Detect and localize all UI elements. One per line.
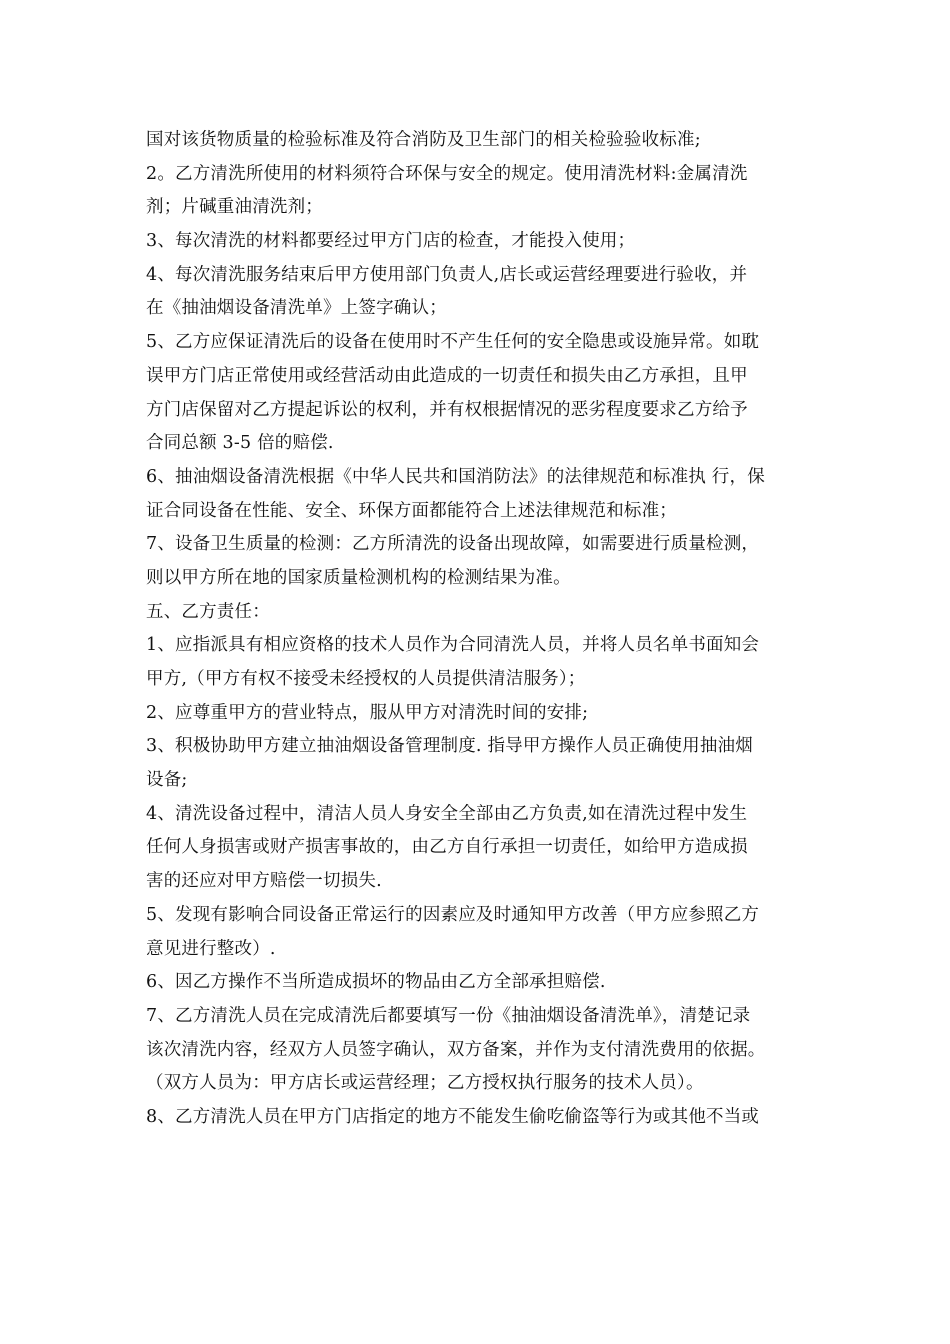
text-line: 4、每次清洗服务结束后甲方使用部门负责人,店长或运营经理要进行验收，并 bbox=[146, 264, 748, 285]
text-line: 3、每次清洗的材料都要经过甲方门店的检查，才能投入使用； bbox=[146, 231, 636, 252]
text-line: 6、因乙方操作不当所造成损坏的物品由乙方全部承担赔偿. bbox=[146, 972, 606, 993]
text-line: 意见进行整改）. bbox=[146, 938, 276, 959]
document-body bbox=[146, 124, 816, 1135]
text-line: 害的还应对甲方赔偿一切损失. bbox=[146, 871, 382, 892]
text-line: 8、乙方清洗人员在甲方门店指定的地方不能发生偷吃偷盗等行为或其他不当或 bbox=[146, 1106, 760, 1127]
text-line: 2、应尊重甲方的营业特点，服从甲方对清洗时间的安排; bbox=[146, 702, 589, 723]
text-line: 1、应指派具有相应资格的技术人员作为合同清洗人员，并将人员名单书面知会 bbox=[146, 635, 760, 656]
text-line: 6、抽油烟设备清洗根据《中华人民共和国消防法》的法律规范和标准执 行，保 bbox=[146, 466, 765, 487]
text-line: 2。乙方清洗所使用的材料须符合环保与安全的规定。使用清洗材料:金属清洗 bbox=[146, 163, 748, 184]
text-line: 7、乙方清洗人员在完成清洗后都要填写一份《抽油烟设备清洗单》，清楚记录 bbox=[146, 1005, 751, 1026]
text-line: 设备; bbox=[146, 770, 188, 791]
text-line: （双方人员为：甲方店长或运营经理；乙方授权执行服务的技术人员）。 bbox=[146, 1073, 704, 1094]
text-line: 5、乙方应保证清洗后的设备在使用时不产生任何的安全隐患或设施异常。如耽 bbox=[146, 332, 760, 353]
section-heading: 五、乙方责任： bbox=[146, 601, 270, 622]
text-line: 证合同设备在性能、安全、环保方面都能符合上述法律规范和标准； bbox=[146, 500, 677, 521]
text-line: 甲方,（甲方有权不接受未经授权的人员提供清洁服务）； bbox=[146, 669, 586, 689]
text-line: 4、清洗设备过程中，清洁人员人身安全全部由乙方负责,如在清洗过程中发生 bbox=[146, 803, 748, 824]
text-line: 剂；片碱重油清洗剂； bbox=[146, 197, 323, 218]
text-line: 则以甲方所在地的国家质量检测机构的检测结果为准。 bbox=[146, 567, 571, 588]
text-line: 7、设备卫生质量的检测：乙方所清洗的设备出现故障，如需要进行质量检测， bbox=[146, 534, 760, 555]
text-line: 5、发现有影响合同设备正常运行的因素应及时通知甲方改善（甲方应参照乙方 bbox=[146, 904, 760, 925]
text-line: 合同总额 3-5 倍的赔偿. bbox=[146, 433, 334, 454]
text-line: 国对该货物质量的检验标准及符合消防及卫生部门的相关检验验收标准; bbox=[146, 130, 701, 150]
text-line: 任何人身损害或财产损害事故的，由乙方自行承担一切责任，如给甲方造成损 bbox=[146, 837, 748, 858]
text-line: 误甲方门店正常使用或经营活动由此造成的一切责任和损失由乙方承担，且甲 bbox=[146, 365, 748, 386]
text-line: 方门店保留对乙方提起诉讼的权利，并有权根据情况的恶劣程度要求乙方给予 bbox=[146, 399, 748, 420]
text-line: 该次清洗内容，经双方人员签字确认，双方备案，并作为支付清洗费用的依据。 bbox=[146, 1039, 766, 1060]
text-line: 3、积极协助甲方建立抽油烟设备管理制度. 指导甲方操作人员正确使用抽油烟 bbox=[146, 736, 753, 757]
text-line: 在《抽油烟设备清洗单》上签字确认； bbox=[146, 298, 447, 319]
